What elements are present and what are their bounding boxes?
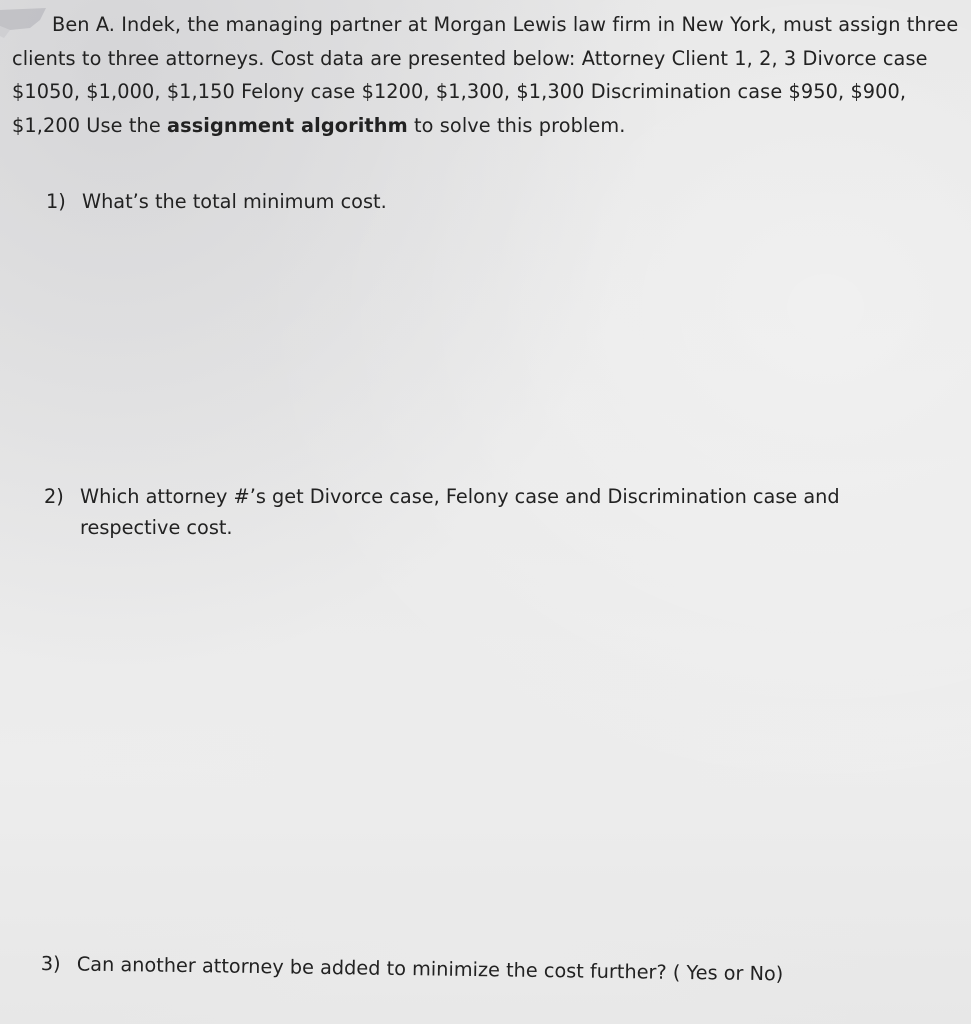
problem-statement bbox=[12, 8, 964, 142]
question-3 bbox=[41, 948, 941, 992]
question-1-text: What’s the total minimum cost. bbox=[82, 190, 387, 213]
question-1-number: 1) bbox=[46, 190, 66, 213]
question-3-text: Can another attorney be added to minimize the cost further? ( Yes or No) bbox=[76, 952, 784, 986]
question-3-number: 3) bbox=[40, 951, 61, 976]
question-2 bbox=[44, 481, 924, 543]
question-2-number: 2) bbox=[44, 485, 64, 508]
problem-text-end: to solve this problem. bbox=[407, 113, 626, 137]
question-1 bbox=[46, 186, 926, 217]
problem-text-bold: assignment algorithm bbox=[167, 113, 408, 137]
question-2-text: Which attorney #’s get Divorce case, Felony case and Discrimination case and respective cost. bbox=[80, 485, 840, 539]
problem-text-start: Ben A. Indek, the managing partner at Morgan Lewis law firm in New York, must assign three clients to three attorneys. Cost data are presented below: Attorney Client 1, 2, 3 Divorce case $1050, $1,000, $1,150 Felony case $1200, $1,300, $1,300 Discrimination case $950, $900, $1,200 Use the bbox=[12, 13, 959, 137]
